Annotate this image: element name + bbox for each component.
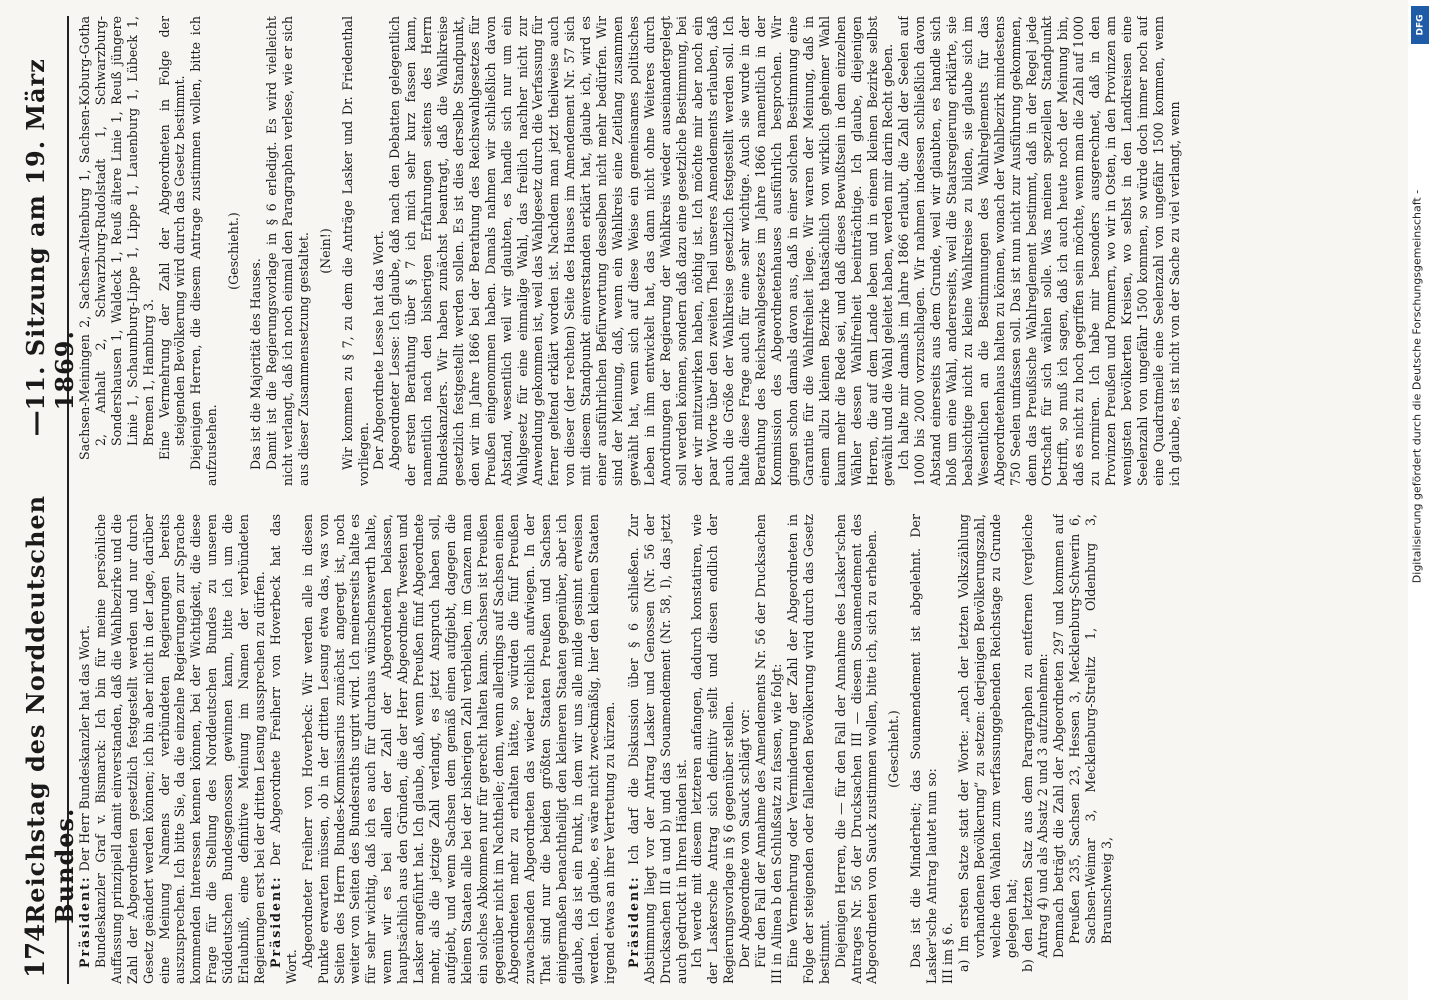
paragraph: [785, 514, 833, 984]
paragraph: [371, 16, 387, 486]
list-item: [1020, 514, 1052, 984]
publication-title: Reichstag des Norddeutschen Bundes.: [21, 494, 79, 924]
paragraph-text: Abgeordneter Freiherr von Hoverbeck: Wir werden alle in diesen Punkte erwarten müssen, ob in der dritten Lesung etwa das, was von Seiten des Herrn Bundes-Kommissarius zunächst angeregt ist, noch weiter von Seiten des Bundesraths urgirt wird. Ich meinerseits halte es für sehr wichtig, daß ich es auch für durchaus wünschenswerth halte, wenn wir es bei allen der Zahl der Abgeordneten belassen, hauptsächlich aus den Gründen, die der Herr Abgeordnete Twesten und Lasker angeführt hat. Ich glaube, daß, wenn Preußen fünf Abgeordnete mehr, als die jetzige Zahl verlangt, es jetzt Anspruch haben soll, aufgiebt, und wenn Sachsen dem gemäß einen aufgiebt, dagegen die kleinen Staaten alle bei der bisherigen Zahl verbleiben, im Ganzen man ein solches Abkommen nur für gerecht halten kann. Sachsen ist Preußen gegenüber nicht im Nachtheile; denn, wenn allerdings auf Sachsen einen Abgeordneten mehr zu erhalten hätte, so würden die fünf Preußen zuwachsenden Abgeordneten das wieder reichlich aufwiegen. In der That sind nur die beiden größten Staaten Preußen und Sachsen einigermaßen benachtheiligt den kleineren Staaten gegenüber, aber ich glaube, das ist ein Punkt, in dem wir uns alle milde gesinnt erweisen werden. Ich glaube, es wäre nicht zweckmäßig, hier den kleinen Staaten irgend etwas an ihrer Vertretung zu kürzen.: [299, 514, 617, 984]
paragraph: [300, 514, 618, 984]
paragraph-text: Diejenigen Herren, die — für den Fall der Annahme des Lasker'schen Antrages Nr. 56 der Drucksachen III — diesem Souamendement des Abgeordneten von Sauck zustimmen wollen, bitte ich, sich zu erheben.: [832, 514, 880, 984]
paragraph-text: Demnach beträgt die Zahl der Abgeordneten 297 und kommen auf Preußen 235, Sachsen 23, Hessen 3, Mecklenburg-Schwerin 6, Sachsen-Weimar 3, Mecklenburg-Strelitz 1, Oldenburg 3, Braunschweig 3,: [1051, 514, 1115, 958]
paragraph: [737, 514, 753, 984]
paragraph-text: Der Abgeordnete von Sauck schlägt vor:: [737, 709, 753, 968]
paragraph: [753, 514, 785, 984]
text-columns: [69, 16, 1407, 984]
paragraph-text: (Geschieht.): [886, 710, 902, 788]
paragraph: [268, 514, 300, 984]
paragraph: [689, 514, 737, 984]
paragraph: [248, 16, 264, 486]
stage-direction: [226, 16, 242, 486]
paragraph-text: Abgeordneter Lesse: Ich glaube, daß nach den Debatten gelegentlich der ersten Berathung über § 7 ich mich sehr kurz fassen kann, namentlich nach den bisherigen Erfahrungen seitens des Herrn Bundeskanzlers. Wir haben zunächst beantragt, daß die Wahlkreise gesetzlich festgestellt werden sollen. Es ist dies derselbe Standpunkt, den wir im Jahre 1866 bei der Berathung des Reichswahlgesetzes für Preußen eingenommen haben. Damals nahmen wir schließlich davon Abstand, wesentlich weil wir glaubten, es handle sich nur um ein Wahlgesetz für eine einmalige Wahl, das freilich nachher nicht zur Anwendung gekommen ist, weil das Wahlgesetz durch die Verfassung für ferner geltend erklärt worden ist. Nachdem man jetzt theilweise auch von dieser (der rechten) Seite des Hauses im Amendement Nr. 57 sich mit diesem Standpunkt einverstanden erklärt hat, glaube ich, wird es einer ausführlichen Befürwortung desselben nicht mehr bedürfen. Wir sind der Meinung, daß, wenn ein Wahlkreis eine Zeitlang zusammen gewählt hat, wenn sich auf diese Weise ein gemeinsames politisches Leben in ihm entwickelt hat, das dann nicht ohne Weiteres durch Anordnungen der Regierung der Wahlkreis wieder auseinandergelegt soll werden können, sondern daß dazu eine gesetzliche Bestimmung, bei der wir mitzuwirken haben, nöthig ist. Ich möchte mir aber noch ein paar Worte über den zweiten Theil unseres Amendements erlauben, daß auch die Größe der Wahlkreise gesetzlich festgestellt werden soll. Ich halte diese Frage auch für eine sehr wichtige. Auch sie wurde in der Berathung des Reichswahlgesetzes im Jahre 1866 namentlich in der Kommission des Abgeordnetenhauses ausführlich besprochen. Wir gingen schon damals davon aus, daß in einer solchen Bestimmung eine Garantie für die Wahlfreiheit liege. Wir waren der Meinung, daß in einem allzu kleinen Bezirke thatsächlich von wirklich geheimer Wahl kaum mehr die Rede sei, und daß dieses Bewußtsein in dem einzelnen Wähler dessen Wahlfreiheit beeinträchtige. Ich glaube, diejenigen Herren, die auf dem Lande leben und in einem kleinen Bezirke selbst gewählt und die Wahl geleitet haben, werden mir darin Recht geben.: [387, 16, 896, 486]
paragraph: [77, 514, 93, 984]
dfg-logo: DFG: [1411, 6, 1429, 44]
paragraph: [264, 16, 312, 486]
quoted-text: [1051, 514, 1115, 984]
speaker-label: Präsident:: [77, 875, 92, 968]
paragraph-text: Ich darf die Diskussion über § 6 schließen. Zur Abstimmung liegt vor der Antrag Lasker und Genossen (Nr. 56 der Drucksachen III a und b) und das Souamendement (Nr. 58, I), das jetzt auch gedruckt in Ihren Händen ist.: [625, 514, 689, 984]
rotated-document-page: [21, 10, 1411, 990]
paragraph: [896, 16, 1182, 486]
paragraph-text: Für den Fall der Annahme des Amendements Nr. 56 der Drucksachen III in Alinea b den Schlußsatz zu fassen, wie folgt:: [753, 514, 784, 984]
paragraph-text: Diejenigen Herren, die diesem Antrage zustimmen wollen, bitte ich aufzustehen.: [188, 16, 220, 486]
paragraph-text: Ich werde mit diesem letzteren anfangen, dadurch konstatiren, wie der Laskersche Antrag sich definitiv stellt und diesen endlich der Regierungsvorlage in § 6 gegenüber stellen.: [689, 514, 737, 984]
dfg-funding-note: Digitalisierung gefördert durch die Deutsche Forschungsgemeinschaft -: [1410, 189, 1424, 584]
paragraph: [387, 16, 896, 486]
paragraph-text: Ich halte mir damals im Jahre 1866 erlaubt, die Zahl der Seelen auf 1000 bis 2000 vorzuschlagen. Wir nahmen indessen schließlich davon Abstand einerseits aus dem Grunde, weil wir glaubten, es handle sich bloß um eine Wahl, andererseits, weil die Staatsregierung erklärte, sie beabsichtige nicht zu kleine Wahlkreise zu bilden, sie glaube sich im Wesentlichen an die Bestimmungen des Wahlreglements für das Abgeordnetenhaus halten zu können, wonach der Wahlbezirk mindestens 750 Seelen umfassen soll. Das ist nun nicht zur Ausführung gekommen, denn das Preußische Wahlreglement bestimmt, daß in der Regel jede Ortschaft für sich wählen solle. Was meinen speziellen Standpunkt betrifft, so muß ich sagen, daß ich auch heute noch der Meinung bin, daß es nicht zu hoch gegriffen sein möchte, wenn man die Zahl auf 1000 zu normiren. Ich habe mir besonders ausgerechnet, daß in den Provinzen Preußen und Pommern, wo wir in Osten, in den Provinzen am wenigsten bevölkerten Kreisen, wo selbst in den Landkreisen eine Seelenzahl von ungefähr 1500 kommen, so würde doch immer noch auf eine Quadratmeile eine Seelenzahl von ungefähr 1500 kommen, wenn ich glaube, es ist nicht von der Sache zu viel verlangt, wenn: [896, 16, 1182, 486]
paragraph-text: Eine Vermehrung oder Verminderung der Zahl der Abgeordneten in Folge der steigenden oder fallenden Bevölkerung wird durch das Gesetz bestimmt.: [784, 514, 832, 984]
paragraph-text: Wir kommen zu § 7, zu dem die Anträge Lasker und Dr. Friedenthal vorliegen.: [339, 16, 371, 486]
paragraph: [626, 514, 690, 984]
paragraph: [188, 16, 220, 486]
speaker-label: Präsident:: [267, 875, 283, 968]
paragraph-text: b) den letzten Satz aus dem Paragraphen zu entfernen (vergleiche Antrag 4) und als Absatz 2 und 3 aufzunehmen:: [1019, 514, 1051, 972]
page-header: [21, 16, 79, 984]
dfg-sidebar: [1408, 0, 1432, 1000]
quoted-text: [77, 16, 157, 486]
paragraph-text: Das ist die Majorität des Hauses.: [248, 258, 264, 470]
paragraph: [93, 514, 268, 984]
paragraph-gap: [618, 514, 626, 984]
paragraph-text: Damit ist die Regierungsvorlage in § 6 erledigt. Es wird vielleicht nicht verlangt, daß ich noch einmal den Paragraphen verlese, wie er sich aus dieser Zusammensetzung gestaltet.: [263, 16, 311, 486]
speaker-label: Präsident:: [625, 875, 641, 968]
paragraph-text: Eine Vermehrung der Zahl der Abgeordneten in Folge der steigenden Bevölkerung wird durch das Gesetz bestimmt.: [156, 16, 188, 460]
paragraph-text: a) Im ersten Satze statt der Worte: „nach der letzten Volkszählung vorhandenen Bevölkerung“ zu setzen: derjenigen Bevölkerungszahl, welche den Wahlen zum verfassunggebenden Reichstage zu Grunde gelegen hat;: [955, 514, 1019, 972]
page-number: 174: [21, 923, 51, 978]
paragraph-text: (Nein!): [317, 228, 333, 274]
paragraph: [833, 514, 881, 984]
stage-direction: [886, 514, 902, 984]
stage-direction: [318, 16, 334, 486]
right-column: [77, 16, 1407, 486]
header-dash: —: [21, 410, 51, 437]
list-item: [956, 514, 1020, 984]
paragraph-text: (Geschieht.): [226, 212, 242, 290]
left-column: [77, 514, 1407, 984]
session-title: 11. Sitzung am 19. März 1869.: [21, 58, 79, 411]
paragraph-text: Der Herr Bundeskanzler hat das Wort.: [77, 625, 92, 876]
paragraph-text: Sachsen-Meiningen 2, Sachsen-Altenburg 1, Sachsen-Koburg-Gotha 2, Anhalt 2, Schwarzburg-Rudolstadt 1, Schwarzburg-Sondershausen 1, Waldeck 1, Reuß ältere Linie 1, Reuß jüngere Linie 1, Schaumburg-Lippe 1, Lippe 1, Lauenburg 1, Lübeck 1, Bremen 1, Hamburg 3.: [77, 16, 156, 460]
section-label: [940, 514, 956, 984]
paragraph: [908, 514, 940, 984]
paragraph: [340, 16, 372, 486]
paragraph-text: III im § 6.: [940, 922, 956, 984]
quoted-text: [157, 16, 189, 486]
paragraph-text: Das ist die Minderheit; das Souamendement ist abgelehnt. Der Lasker'sche Antrag lautet nun so:: [908, 514, 940, 984]
paragraph-text: Bundeskanzler Graf v. Bismarck: Ich bin für meine persönliche Auffassung prinzipiell damit einverstanden, daß die Wahlbezirke und die Zahl der Abgeordneten gesetzlich festgestellt werden und nur durch Gesetz geändert werden können; ich bin aber nicht in der Lage, darüber eine Meinung Namens der verbündeten Regierungen bereits auszusprechen. Ich bitte Sie, da die einzelne Regierungen zur Sprache kommenden Interessen kennen können, bei der Wichtigkeit, die diese Frage für die Stellung des Norddeutschen Bundes zu unseren Süddeutschen Bundesgenossen gewinnen kann, bitte ich um die Erlaubniß, eine definitive Meinung im Namen der verbündeten Regierungen erst bei der dritten Lesung aussprechen zu dürfen.: [92, 514, 267, 984]
paragraph-text: Der Abgeordnete Lesse hat das Wort.: [371, 230, 387, 470]
paragraph-text: Der Abgeordnete Freiherr von Hoverbeck hat das Wort.: [267, 514, 299, 984]
